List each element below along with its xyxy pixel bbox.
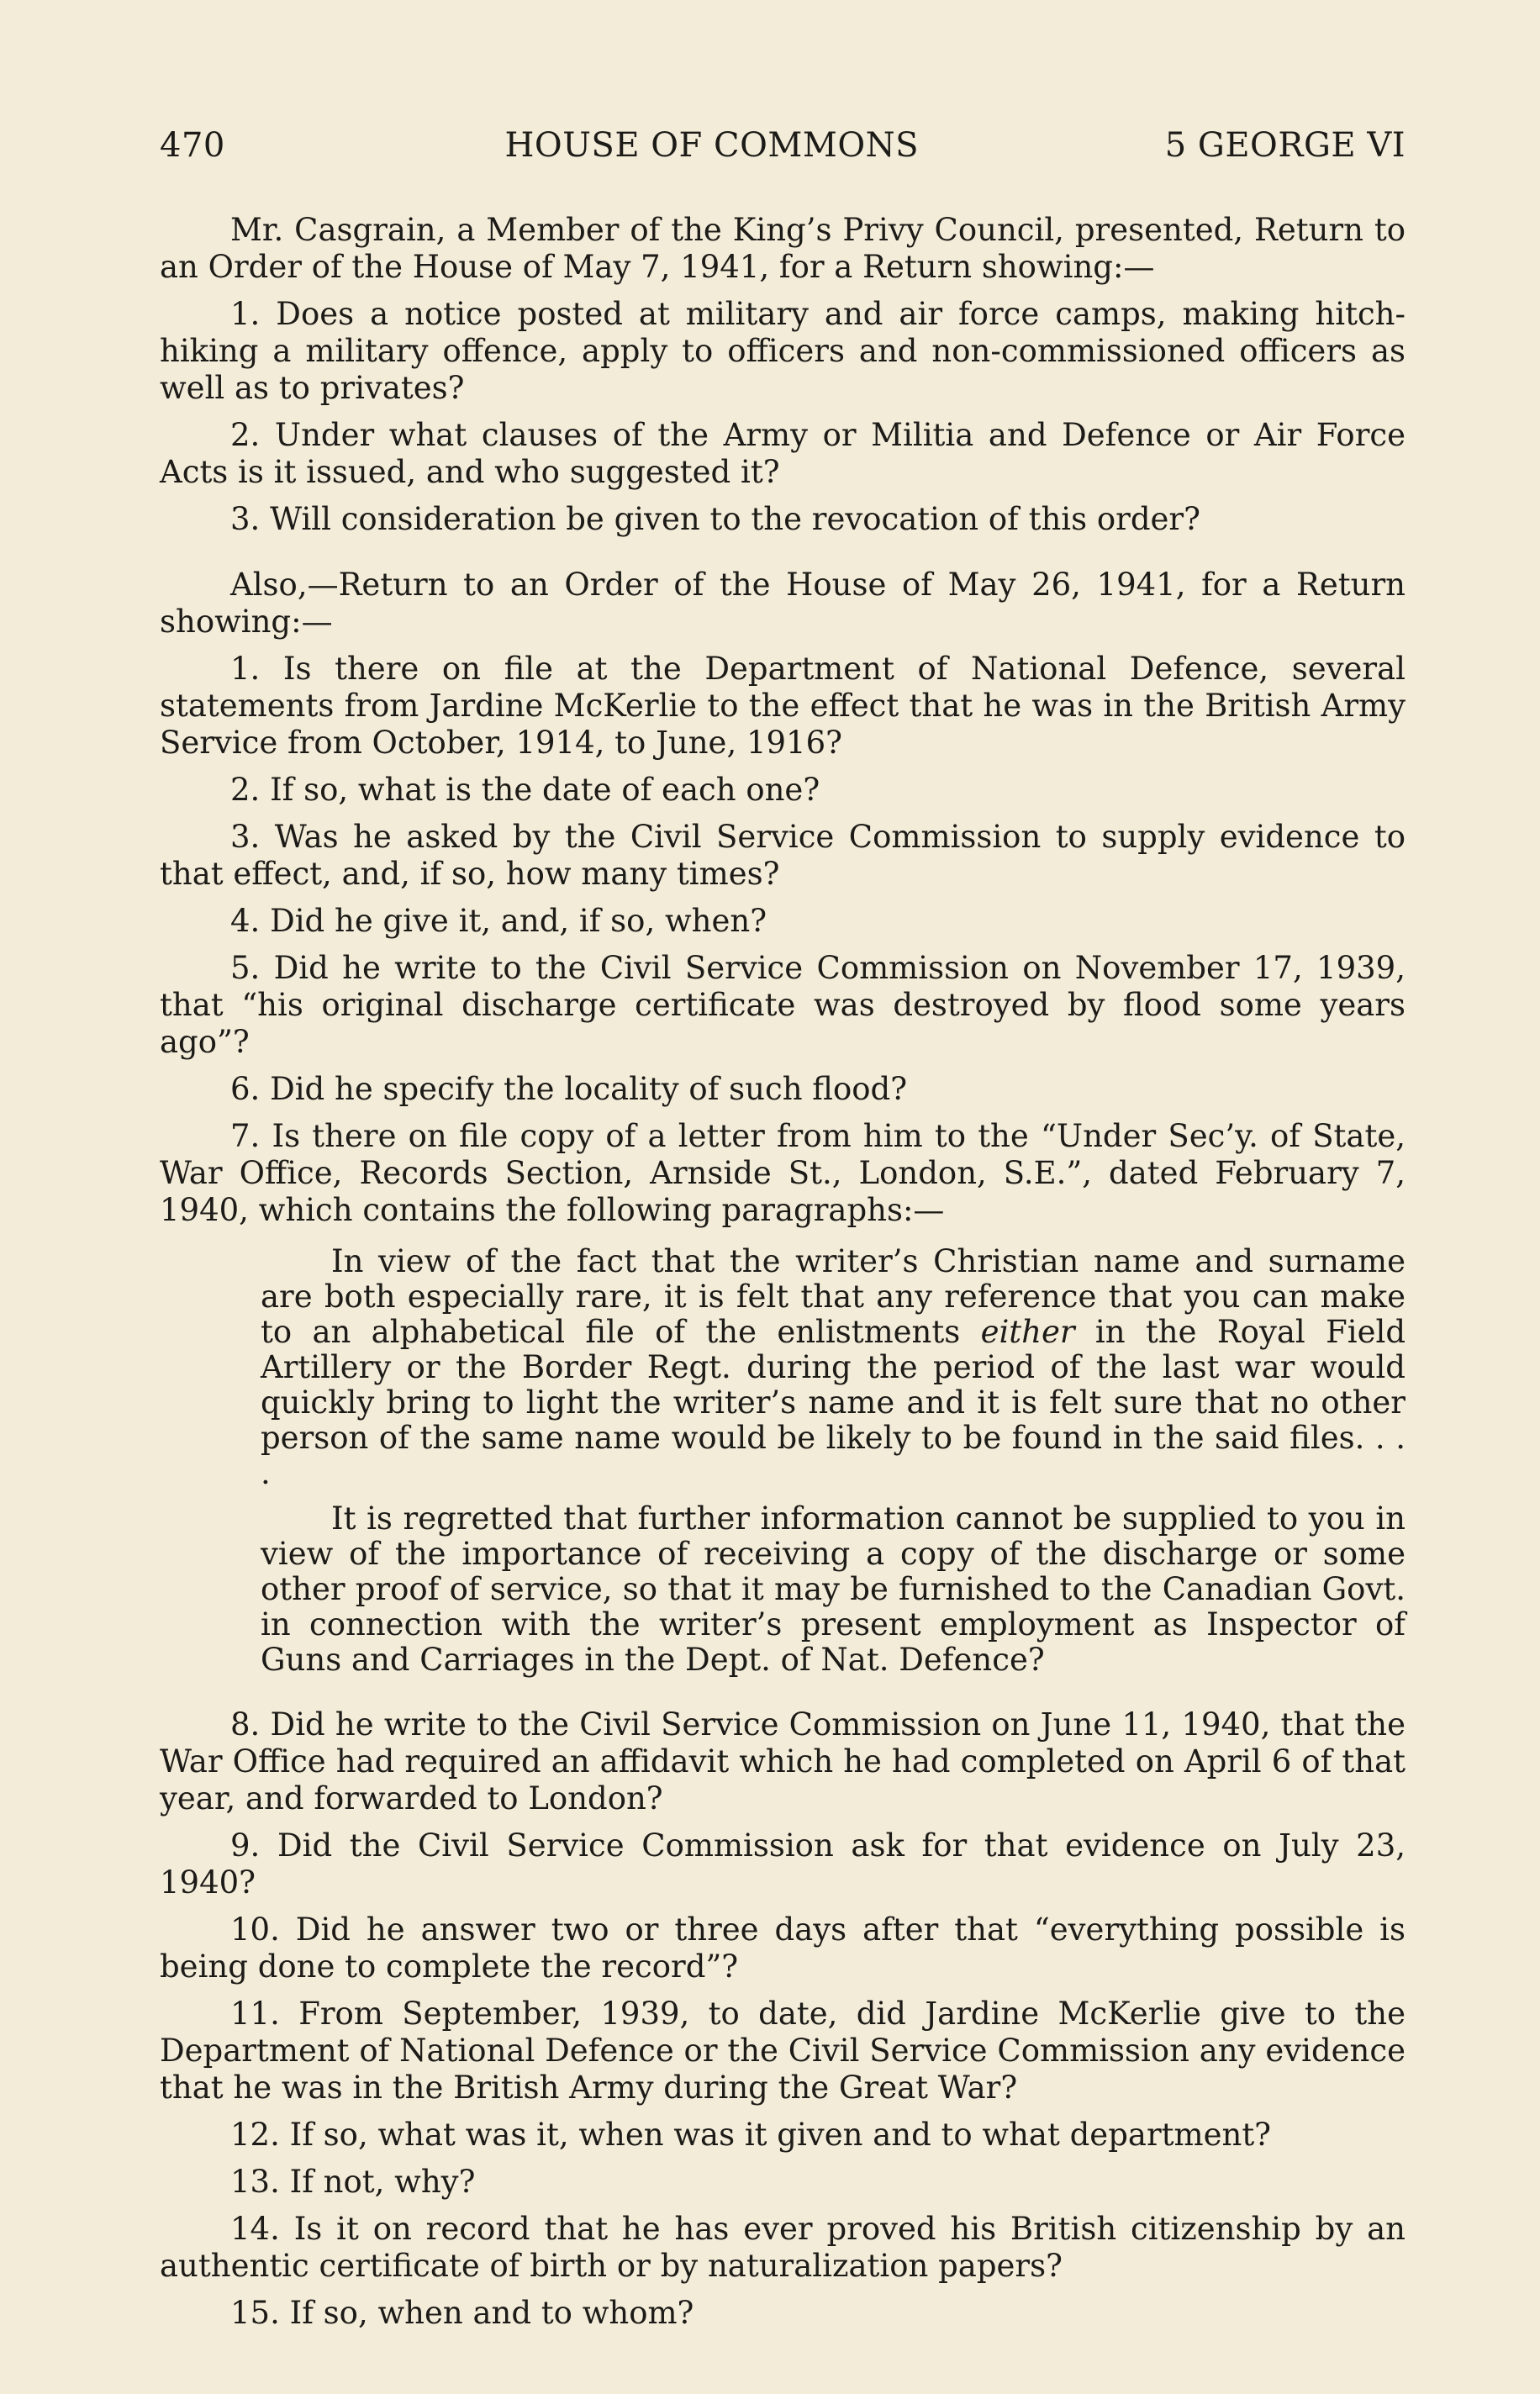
quote-emphasis: either (980, 1314, 1075, 1350)
question-item: 3. Will consideration be given to the revocation of this order? (230, 501, 1200, 537)
question-item: 3. Was he asked by the Civil Service Commission to supply evidence to that effect, and, if so, how many times? (160, 819, 1406, 892)
quote-paragraph-2: It is regretted that further information cannot be supplied to you in view of the importance of receiving a copy of the discharge or some other proof of service, so that it may be furnished to the Canadian Govt. in connection with the writer’s present employment as Inspector of Guns and Carriages in the Dept. of Nat. Defence? (261, 1500, 1406, 1678)
question-item: 11. From September, 1939, to date, did Jardine McKerlie give to the Department of National Defence or the Civil Service Commission any evidence that he was in the British Army during the Great War? (160, 1996, 1406, 2106)
quoted-letter (160, 1244, 1406, 1678)
also-paragraph: Also,—Return to an Order of the House of May 26, 1941, for a Return showing:— (160, 567, 1406, 640)
page-title: HOUSE OF COMMONS (504, 126, 920, 165)
question-item: 8. Did he write to the Civil Service Commission on June 11, 1940, that the War Office had required an affidavit which he had completed on April 6 of that year, and forwarded to London? (160, 1706, 1406, 1817)
page-number: 470 (160, 126, 225, 165)
intro-paragraph: Mr. Casgrain, a Member of the King’s Privy Council, presented, Return to an Order of the House of May 7, 1941, for a Return showing:— (160, 212, 1406, 285)
quote-text: In view of the fact that the writer’s Christian name and surname are both especially rare, it is felt that any reference that you can make to an alphabetical file of the enlistments (261, 1243, 1406, 1350)
question-item: 5. Did he write to the Civil Service Commission on November 17, 1939, that “his original discharge certificate was destroyed by flood some years ago”? (160, 950, 1406, 1060)
spacer (160, 548, 1406, 567)
spacer (160, 1688, 1406, 1706)
question-item: 12. If so, what was it, when was it given and to what department? (230, 2117, 1272, 2153)
question-item: 13. If not, why? (230, 2164, 476, 2200)
session-label: 5 GEORGE VI (1164, 126, 1406, 165)
question-item: 10. Did he answer two or three days after that “everything possible is being done to complete the record”? (160, 1912, 1406, 1985)
question-item: 15. If so, when and to whom? (230, 2295, 694, 2331)
question-item: 6. Did he specify the locality of such flood? (230, 1071, 908, 1107)
question-item: 14. Is it on record that he has ever proved his British citizenship by an authentic certificate of birth or by naturalization papers? (160, 2211, 1406, 2284)
question-item: 2. Under what clauses of the Army or Militia and Defence or Air Force Acts is it issued, and who suggested it? (160, 417, 1406, 490)
question-item: 1. Is there on file at the Department of National Defence, several statements from Jardine McKerlie to the effect that he was in the British Army Service from October, 1914, to June, 1916? (160, 651, 1406, 761)
question-item: 7. Is there on file copy of a letter from him to the “Under Sec’y. of State, War Office, Records Section, Arnside St., London, S.E.”, dated February 7, 1940, which contains the following paragraphs:— (160, 1118, 1406, 1228)
quote-text: in the Royal Field Artillery or the Border Regt. during the period of the last war would quickly bring to light the writer’s name and it is felt sure that no other person of the same name would be likely to be found in the said files. . . . (261, 1314, 1406, 1491)
question-item: 4. Did he give it, and, if so, when? (230, 903, 767, 939)
page-header (160, 126, 1406, 165)
question-item: 2. If so, what is the date of each one? (230, 772, 820, 808)
question-item: 1. Does a notice posted at military and air force camps, making hitch-hiking a military offence, apply to officers and non-commissioned officers as well as to privates? (160, 296, 1406, 406)
question-item: 9. Did the Civil Service Commission ask for that evidence on July 23, 1940? (160, 1827, 1406, 1901)
quote-paragraph-1 (261, 1244, 1406, 1491)
